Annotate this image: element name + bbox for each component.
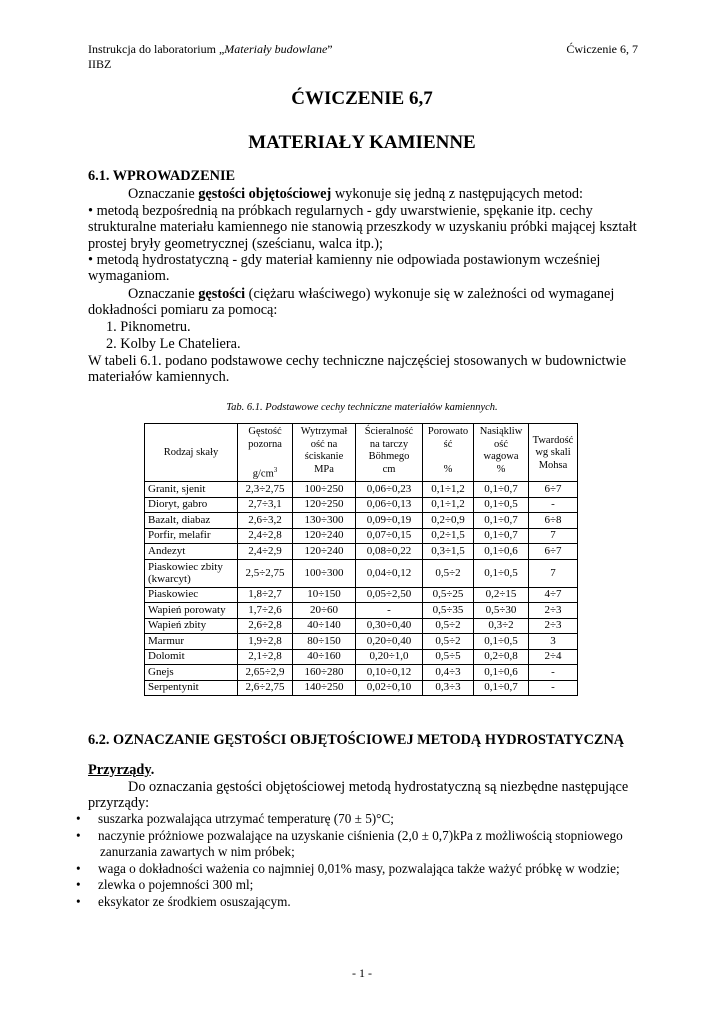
header-left-line2: IIBZ <box>88 57 112 71</box>
col-rodzaj <box>145 424 238 482</box>
col-rodzaj-text: Rodzaj skały <box>163 447 219 459</box>
table-cell: Wapień zbity <box>145 618 238 634</box>
equipment-item <box>76 860 648 878</box>
equipment-item <box>76 893 648 911</box>
table-cell: 0,5÷2 <box>423 559 474 587</box>
col-twardosc-text: Twardość wg skali Mohsa <box>532 434 574 471</box>
table-cell: 0,5÷30 <box>474 603 529 619</box>
table-cell: 1,9÷2,8 <box>238 634 293 650</box>
table-cell: 6÷7 <box>529 482 578 498</box>
table-cell: Bazalt, diabaz <box>145 513 238 529</box>
table-row <box>145 528 578 544</box>
equipment-item-text: suszarka pozwalająca utrzymać temperaturę (70 ± 5)°C; <box>98 811 394 826</box>
table-cell: 0,08÷0,22 <box>356 544 423 560</box>
table-cell: Porfir, melafir <box>145 528 238 544</box>
list-item-2: 2. Kolby Le Chateliera. <box>106 336 241 352</box>
col-porowatosc-label: Porowato ść <box>427 426 469 450</box>
page-number: - 1 - <box>352 966 372 980</box>
table-row <box>145 513 578 529</box>
table-cell: 40÷140 <box>293 618 356 634</box>
table-cell: - <box>529 665 578 681</box>
col-nasiakliwosc-label: Nasiąkliw ość wagowa <box>479 426 523 462</box>
table-cell: 2,3÷2,75 <box>238 482 293 498</box>
table-cell: 0,02÷0,10 <box>356 680 423 696</box>
table-caption: Tab. 6.1. Podstawowe cechy techniczne materiałów kamiennych. <box>226 402 498 413</box>
table-row <box>145 482 578 498</box>
header-left-suffix: ” <box>327 42 333 56</box>
col-twardosc <box>529 424 578 482</box>
table-cell: 0,20÷1,0 <box>356 649 423 665</box>
equipment-item <box>76 811 648 828</box>
table-cell: 0,1÷0,5 <box>474 559 529 587</box>
section2-heading <box>88 732 668 748</box>
table-cell: 2,4÷2,8 <box>238 528 293 544</box>
table-cell: Piaskowiec <box>145 587 238 603</box>
p2-c: (ciężaru właściwego) wykonuje się w zależności od wymaganej dokładności pomiaru za pomocą: <box>88 286 615 319</box>
table-cell: 100÷250 <box>293 482 356 498</box>
table-cell: 2÷3 <box>529 618 578 634</box>
table-cell: 160÷280 <box>293 665 356 681</box>
table-cell: Gnejs <box>145 665 238 681</box>
table-cell: 20÷60 <box>293 603 356 619</box>
table-cell: 0,2÷0,9 <box>423 513 474 529</box>
rock-properties-table <box>144 423 578 696</box>
col-gestosc-unit-sup: 3 <box>273 466 278 474</box>
equipment-item-text: zlewka o pojemności 300 ml; <box>98 877 254 892</box>
bullet-icon: • <box>76 877 81 892</box>
table-cell: 0,1÷0,7 <box>474 680 529 696</box>
table-cell: 0,5÷5 <box>423 649 474 665</box>
table-cell: 0,5÷2 <box>423 618 474 634</box>
col-porowatosc <box>423 424 474 482</box>
section1-paragraph2 <box>88 286 648 319</box>
p1-a: Oznaczanie <box>128 186 199 202</box>
table-cell: 0,05÷2,50 <box>356 587 423 603</box>
col-gestosc-unit-text: g/cm <box>252 468 274 480</box>
col-wytrzymalosc <box>293 424 356 482</box>
table-cell: 0,3÷3 <box>423 680 474 696</box>
col-gestosc-unit <box>241 464 289 481</box>
equipment-item <box>76 877 648 894</box>
table-cell: 140÷250 <box>293 680 356 696</box>
col-wytrzymalosc-unit: MPa <box>314 463 334 475</box>
table-cell: 10÷150 <box>293 587 356 603</box>
table-cell: 0,5÷35 <box>423 603 474 619</box>
col-scieralnosc-label: Ścieralność na tarczy Böhmego <box>364 426 414 462</box>
table-cell: 0,1÷1,2 <box>423 482 474 498</box>
p2-b: gęstości <box>198 286 246 302</box>
table-cell: - <box>356 603 423 619</box>
table-cell: 0,06÷0,13 <box>356 497 423 513</box>
table-cell: 100÷300 <box>293 559 356 587</box>
table-cell: 3 <box>529 634 578 650</box>
equipment-list <box>76 811 648 910</box>
table-cell: 2,65÷2,9 <box>238 665 293 681</box>
table-cell: 0,3÷1,5 <box>423 544 474 560</box>
table-cell: 2,7÷3,1 <box>238 497 293 513</box>
table-cell: 0,07÷0,15 <box>356 528 423 544</box>
table-cell: Wapień porowaty <box>145 603 238 619</box>
table-cell: 0,1÷0,7 <box>474 482 529 498</box>
table-cell: 1,8÷2,7 <box>238 587 293 603</box>
table-cell: 0,1÷0,6 <box>474 544 529 560</box>
section2-intro: Do oznaczania gęstości objętościowej metodą hydrostatyczną są niezbędne następujące przyrządy: <box>88 779 629 812</box>
table-row <box>145 665 578 681</box>
table-cell: 2,5÷2,75 <box>238 559 293 587</box>
table-cell: 0,30÷0,40 <box>356 618 423 634</box>
table-cell: 0,1÷0,5 <box>474 634 529 650</box>
table-row <box>145 634 578 650</box>
table-cell: Granit, sjenit <box>145 482 238 498</box>
bullet-icon: • <box>76 893 81 909</box>
table-row <box>145 680 578 696</box>
przyrzady-heading-dot: . <box>150 762 155 778</box>
table-cell: 0,04÷0,12 <box>356 559 423 587</box>
col-porowatosc-unit: % <box>443 464 453 475</box>
table-cell: 0,1÷1,2 <box>423 497 474 513</box>
equipment-item-text: eksykator ze środkiem osuszającym. <box>98 893 291 909</box>
table-cell: 0,06÷0,23 <box>356 482 423 498</box>
table-cell: 2÷3 <box>529 603 578 619</box>
table-cell: Dioryt, gabro <box>145 497 238 513</box>
table-cell: 0,5÷2 <box>423 634 474 650</box>
p1-c: wykonuje się jedną z następujących metod: <box>331 186 583 202</box>
header-right: Ćwiczenie 6, 7 <box>566 42 638 56</box>
table-row <box>145 587 578 603</box>
table-cell: 6÷7 <box>529 544 578 560</box>
col-gestosc <box>238 424 293 482</box>
table-cell: 80÷150 <box>293 634 356 650</box>
table-row <box>145 603 578 619</box>
table-cell: - <box>529 680 578 696</box>
table-cell: 0,1÷0,6 <box>474 665 529 681</box>
bullet-icon: • <box>76 827 81 843</box>
table-cell: 0,1÷0,5 <box>474 497 529 513</box>
table-cell: 2,6÷3,2 <box>238 513 293 529</box>
header-left-italic: Materiały budowlane <box>224 42 328 56</box>
table-cell: Andezyt <box>145 544 238 560</box>
table-cell: 2,6÷2,75 <box>238 680 293 696</box>
col-nasiakliwosc-unit: % <box>496 463 506 475</box>
table-cell: 0,10÷0,12 <box>356 665 423 681</box>
bullet-icon: • <box>76 860 81 876</box>
table-cell: 2,1÷2,8 <box>238 649 293 665</box>
col-gestosc-label: Gęstość pozorna <box>248 426 282 450</box>
table-cell: 0,2÷0,8 <box>474 649 529 665</box>
section1-paragraph3: W tabeli 6.1. podano podstawowe cechy techniczne najczęściej stosowanych w budownictwie materiałów kamiennych. <box>88 353 627 386</box>
table-cell: 120÷250 <box>293 497 356 513</box>
header-left <box>88 42 333 57</box>
equipment-item-text: naczynie próżniowe pozwalające na uzyskanie ciśnienia (2,0 ± 0,7)kPa z możliwością stopniowego zanurzania zawartych w nim próbek; <box>98 827 623 859</box>
section1-heading <box>88 168 648 184</box>
section1-paragraph1 <box>88 186 648 202</box>
col-scieralnosc-unit: cm <box>382 463 396 475</box>
bullet-icon: • <box>76 811 81 826</box>
table-header-row <box>145 424 578 482</box>
table-row <box>145 544 578 560</box>
equipment-item <box>76 827 648 861</box>
page-subtitle: MATERIAŁY KAMIENNE <box>248 132 476 153</box>
equipment-item-text: waga o dokładności ważenia co najmniej 0,01% masy, pozwalająca także ważyć próbkę w wodzie; <box>98 860 620 876</box>
table-row <box>145 559 578 587</box>
table-cell: 2÷4 <box>529 649 578 665</box>
przyrzady-heading: Przyrządy <box>88 762 151 778</box>
table-cell: Piaskowiec zbity (kwarcyt) <box>145 559 238 587</box>
section1-bullet2: • metodą hydrostatyczną - gdy materiał kamienny nie odpowiada postawionym wcześniej wymaganiom. <box>88 252 601 285</box>
table-cell: Serpentynit <box>145 680 238 696</box>
table-row <box>145 649 578 665</box>
table-cell: Marmur <box>145 634 238 650</box>
col-scieralnosc <box>356 424 423 482</box>
table-cell: 4÷7 <box>529 587 578 603</box>
table-cell: 0,4÷3 <box>423 665 474 681</box>
header-left-prefix: Instrukcja do laboratorium „ <box>88 42 225 56</box>
table-cell: 2,6÷2,8 <box>238 618 293 634</box>
table-cell: 7 <box>529 559 578 587</box>
table-cell: 7 <box>529 528 578 544</box>
table-cell: 0,1÷0,7 <box>474 528 529 544</box>
table-row <box>145 618 578 634</box>
table-cell: 0,2÷15 <box>474 587 529 603</box>
table-cell: 130÷300 <box>293 513 356 529</box>
list-item-1: 1. Piknometru. <box>106 319 191 335</box>
table-cell: 0,1÷0,7 <box>474 513 529 529</box>
table-cell: 0,09÷0,19 <box>356 513 423 529</box>
table-cell: 0,20÷0,40 <box>356 634 423 650</box>
table-cell: - <box>529 497 578 513</box>
col-nasiakliwosc <box>474 424 529 482</box>
section1-bullet1: • metodą bezpośrednią na próbkach regularnych - gdy uwarstwienie, spękanie itp. cechy strukturalne materiału kamiennego nie stanowią przeszkody w uzyskaniu próbki mającej kształt prostej bryły geometrycznej (sześcianu, walca itp.); <box>88 203 637 252</box>
table-cell: Dolomit <box>145 649 238 665</box>
table-row <box>145 497 578 513</box>
section1-heading-text: 6.1. WPROWADZENIE <box>88 168 236 184</box>
p2-a: Oznaczanie <box>128 286 199 302</box>
table-body <box>145 482 578 696</box>
section2-subheading <box>88 762 648 778</box>
table-cell: 40÷160 <box>293 649 356 665</box>
table-cell: 0,5÷25 <box>423 587 474 603</box>
table-cell: 120÷240 <box>293 544 356 560</box>
table-cell: 2,4÷2,9 <box>238 544 293 560</box>
table-cell: 6÷8 <box>529 513 578 529</box>
table-cell: 0,3÷2 <box>474 618 529 634</box>
table-cell: 0,2÷1,5 <box>423 528 474 544</box>
table-cell: 1,7÷2,6 <box>238 603 293 619</box>
col-wytrzymalosc-label: Wytrzymał ość na ściskanie <box>300 426 348 462</box>
page-title: ĆWICZENIE 6,7 <box>291 88 433 109</box>
table-cell: 120÷240 <box>293 528 356 544</box>
section2-heading-text: 6.2. OZNACZANIE GĘSTOŚCI OBJĘTOŚCIOWEJ METODĄ HYDROSTATYCZNĄ <box>88 732 625 748</box>
p1-b: gęstości objętościowej <box>198 186 332 202</box>
